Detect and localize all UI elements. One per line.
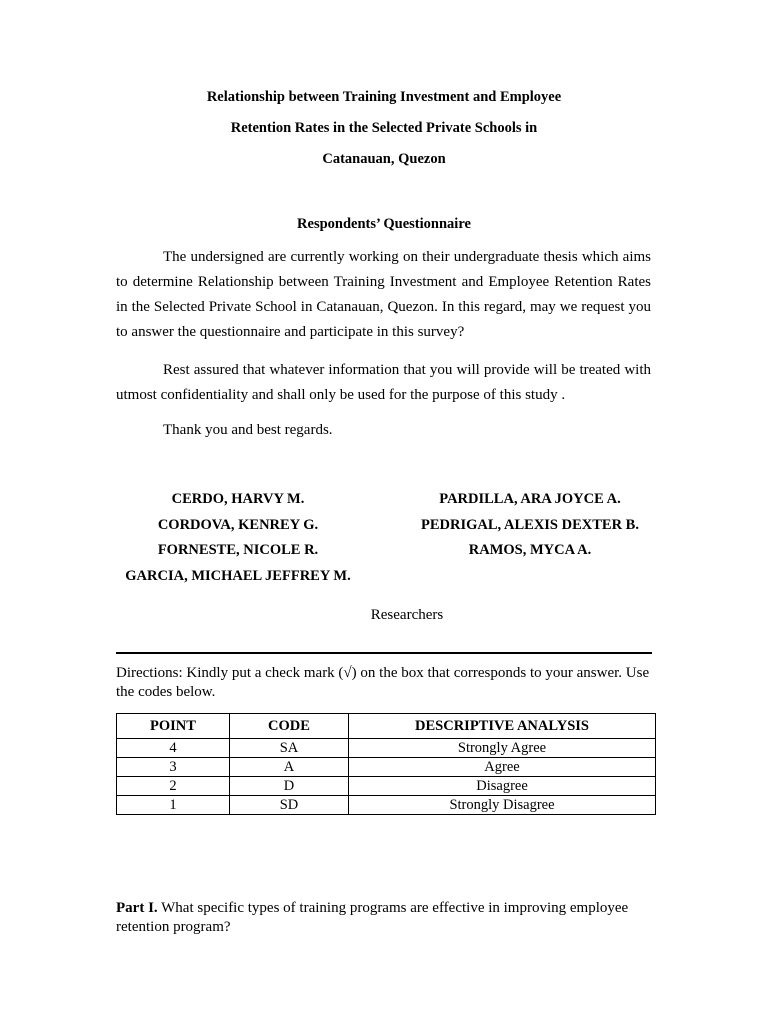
column-header-point: POINT bbox=[117, 714, 230, 739]
column-header-code: CODE bbox=[230, 714, 349, 739]
table-cell-code: A bbox=[230, 758, 349, 777]
table-row bbox=[117, 777, 656, 796]
intro-paragraph-2: Rest assured that whatever information that you will provide will be treated with utmost confidentiality and shall only be used for the purpose of this study . bbox=[116, 362, 651, 403]
table-cell-point: 3 bbox=[117, 758, 230, 777]
researcher-name: GARCIA, MICHAEL JEFFREY M. bbox=[125, 568, 351, 584]
part1-question bbox=[116, 899, 656, 937]
table-row bbox=[117, 758, 656, 777]
divider-line bbox=[116, 652, 652, 654]
table-row bbox=[117, 739, 656, 758]
researcher-name: FORNESTE, NICOLE R. bbox=[157, 542, 319, 558]
column-header-descriptive-analysis: DESCRIPTIVE ANALYSIS bbox=[349, 714, 656, 739]
table-cell-description: Disagree bbox=[349, 777, 656, 796]
table-cell-point: 4 bbox=[117, 739, 230, 758]
codes-table bbox=[116, 713, 656, 815]
table-row bbox=[117, 796, 656, 815]
table-header-row bbox=[117, 714, 656, 739]
directions-text: Directions: Kindly put a check mark (√) on the box that corresponds to your answer. Use the codes below. bbox=[116, 665, 650, 700]
researcher-name: RAMOS, MYCA A. bbox=[468, 542, 592, 558]
part1-question-text: What specific types of training programs are effective in improving employee retention program? bbox=[116, 900, 629, 935]
researcher-name: PARDILLA, ARA JOYCE A. bbox=[439, 491, 621, 507]
table-cell-point: 2 bbox=[117, 777, 230, 796]
intro-paragraph-1: The undersigned are currently working on their undergraduate thesis which aims to determine Relationship between Training Investment and Employee Retention Rates in the Selected Private School in Catanauan, Quezon. In this regard, may we request you to answer the questionnaire and participate in this survey? bbox=[116, 249, 651, 340]
title-line-3: Catanauan, Quezon bbox=[322, 151, 446, 167]
questionnaire-heading: Respondents’ Questionnaire bbox=[297, 216, 471, 232]
title-line-2: Retention Rates in the Selected Private Schools in bbox=[230, 120, 538, 136]
table-cell-description: Strongly Disagree bbox=[349, 796, 656, 815]
part1-label: Part I. bbox=[116, 900, 158, 916]
table-cell-code: SD bbox=[230, 796, 349, 815]
intro-paragraph-3: Thank you and best regards. bbox=[163, 422, 333, 438]
table-cell-description: Strongly Agree bbox=[349, 739, 656, 758]
title-line-1: Relationship between Training Investment and Employee bbox=[206, 89, 562, 105]
researcher-name: CERDO, HARVY M. bbox=[171, 491, 305, 507]
researcher-name: PEDRIGAL, ALEXIS DEXTER B. bbox=[421, 517, 639, 533]
researcher-name: CORDOVA, KENREY G. bbox=[157, 517, 319, 533]
table-cell-code: SA bbox=[230, 739, 349, 758]
table-cell-point: 1 bbox=[117, 796, 230, 815]
table-cell-description: Agree bbox=[349, 758, 656, 777]
researchers-label: Researchers bbox=[370, 607, 444, 623]
table-cell-code: D bbox=[230, 777, 349, 796]
